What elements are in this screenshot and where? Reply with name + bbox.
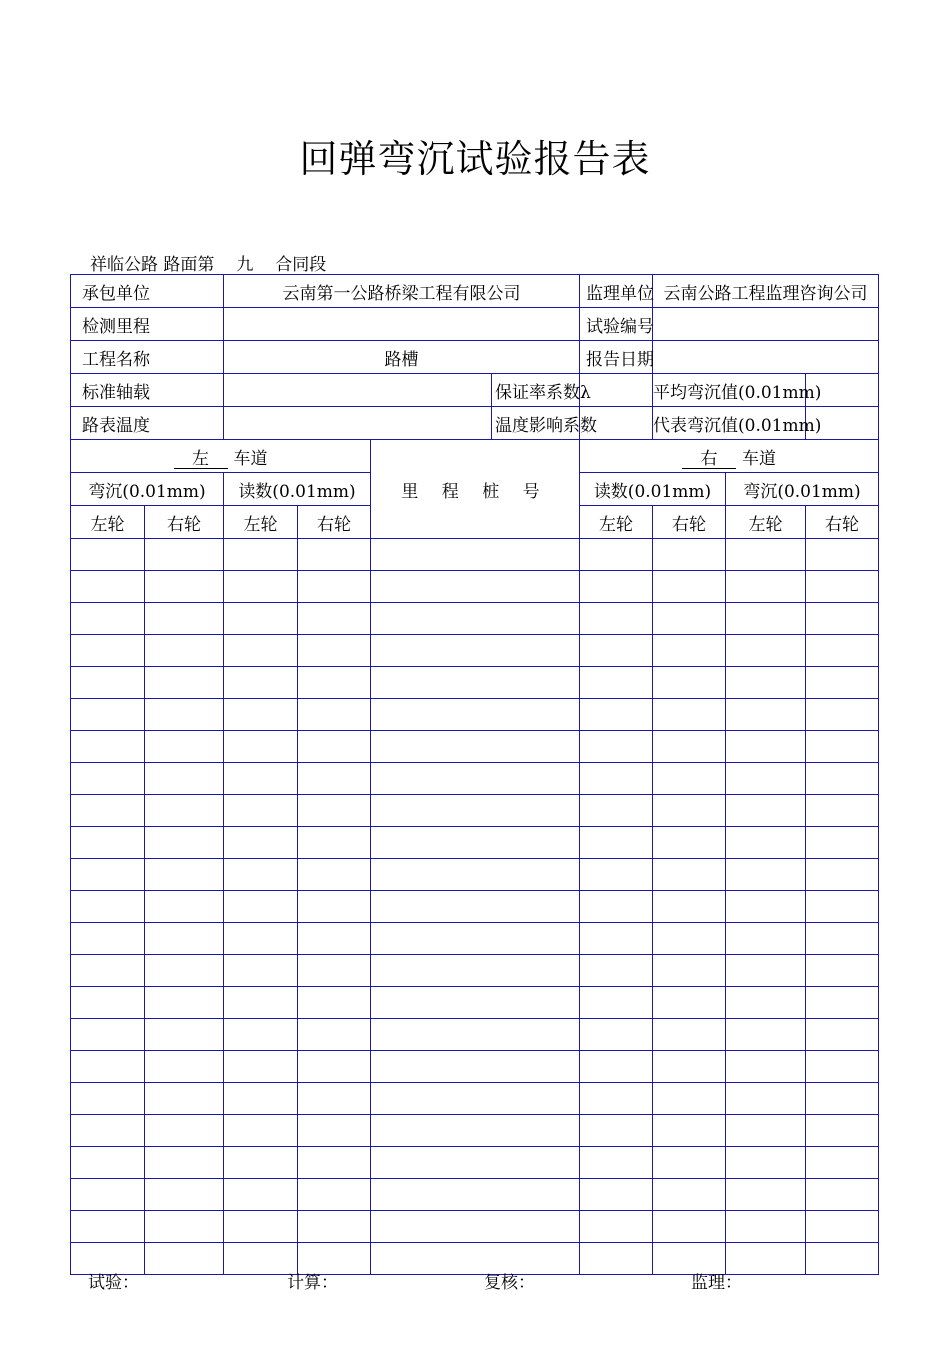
cell-right-read-right[interactable] xyxy=(653,1083,726,1115)
cell-left-defl-right[interactable] xyxy=(145,1211,224,1243)
deflection-report-table xyxy=(70,274,879,1275)
cell-left-read-left[interactable] xyxy=(224,1211,298,1243)
project-name-label: 工程名称 xyxy=(71,341,224,374)
cell-left-read-right[interactable] xyxy=(298,731,371,763)
cell-right-defl-left[interactable] xyxy=(726,827,806,859)
surface-temp-label: 路表温度 xyxy=(71,407,224,440)
cell-right-defl-left[interactable] xyxy=(726,891,806,923)
cell-right-defl-right[interactable] xyxy=(806,571,879,603)
cell-left-read-left[interactable] xyxy=(224,859,298,891)
cell-left-read-left[interactable] xyxy=(224,571,298,603)
test-no-value xyxy=(653,308,879,341)
cell-stake[interactable] xyxy=(371,859,580,891)
cell-right-defl-right[interactable] xyxy=(806,731,879,763)
cell-left-read-left[interactable] xyxy=(224,603,298,635)
cell-left-read-right[interactable] xyxy=(298,891,371,923)
cell-right-read-left[interactable] xyxy=(580,859,653,891)
cell-left-read-right[interactable] xyxy=(298,1115,371,1147)
cell-left-read-left[interactable] xyxy=(224,699,298,731)
cell-right-defl-right[interactable] xyxy=(806,827,879,859)
cell-stake[interactable] xyxy=(371,1211,580,1243)
left-deflection-left-wheel: 左轮 xyxy=(71,506,145,539)
cell-left-read-left[interactable] xyxy=(224,987,298,1019)
cell-left-defl-right[interactable] xyxy=(145,1147,224,1179)
table-row xyxy=(71,699,879,731)
table-row xyxy=(71,1115,879,1147)
cell-left-defl-right[interactable] xyxy=(145,955,224,987)
cell-right-defl-left[interactable] xyxy=(726,1179,806,1211)
cell-left-defl-right[interactable] xyxy=(145,1115,224,1147)
contractor-value: 云南第一公路桥梁工程有限公司 xyxy=(224,275,580,308)
report-date-label: 报告日期 xyxy=(580,341,653,374)
left-lane-suffix: 车道 xyxy=(233,448,268,469)
cell-left-read-right[interactable] xyxy=(298,1019,371,1051)
rep-deflection-label: 代表弯沉值(0.01mm) xyxy=(653,407,806,440)
cell-stake[interactable] xyxy=(371,1179,580,1211)
cell-stake[interactable] xyxy=(371,539,580,571)
cell-right-read-right[interactable] xyxy=(653,1051,726,1083)
cell-left-read-left[interactable] xyxy=(224,1179,298,1211)
cell-left-read-right[interactable] xyxy=(298,667,371,699)
cell-left-read-left[interactable] xyxy=(224,1051,298,1083)
left-lane-name: 左 xyxy=(174,450,228,469)
cell-right-defl-left[interactable] xyxy=(726,1147,806,1179)
cell-right-read-right[interactable] xyxy=(653,987,726,1019)
cell-left-read-right[interactable] xyxy=(298,603,371,635)
footer-test: 试验： xyxy=(88,1273,139,1293)
left-deflection-header: 弯沉(0.01mm) xyxy=(71,473,224,506)
cell-stake[interactable] xyxy=(371,955,580,987)
cell-left-defl-right[interactable] xyxy=(145,1019,224,1051)
cell-left-defl-right[interactable] xyxy=(145,731,224,763)
left-reading-left-wheel: 左轮 xyxy=(224,506,298,539)
cell-left-defl-right[interactable] xyxy=(145,635,224,667)
cell-left-defl-left[interactable] xyxy=(71,1211,145,1243)
cell-left-defl-right[interactable] xyxy=(145,571,224,603)
cell-right-read-right[interactable] xyxy=(653,891,726,923)
cell-right-read-left[interactable] xyxy=(580,1019,653,1051)
cell-stake[interactable] xyxy=(371,763,580,795)
cell-right-defl-right[interactable] xyxy=(806,795,879,827)
left-reading-right-wheel: 右轮 xyxy=(298,506,371,539)
cell-right-defl-left[interactable] xyxy=(726,539,806,571)
cell-left-read-right[interactable] xyxy=(298,795,371,827)
subtitle-suffix: 合同段 xyxy=(275,255,327,275)
cell-right-read-right[interactable] xyxy=(653,1147,726,1179)
cell-right-defl-right[interactable] xyxy=(806,1243,879,1275)
cell-right-read-left[interactable] xyxy=(580,699,653,731)
right-reading-left-wheel: 左轮 xyxy=(580,506,653,539)
cell-right-defl-right[interactable] xyxy=(806,891,879,923)
cell-left-defl-right[interactable] xyxy=(145,763,224,795)
axle-load-value xyxy=(224,374,492,407)
cell-left-defl-right[interactable] xyxy=(145,1243,224,1275)
cell-right-defl-right[interactable] xyxy=(806,859,879,891)
cell-left-read-right[interactable] xyxy=(298,635,371,667)
cell-left-read-left[interactable] xyxy=(224,1083,298,1115)
cell-left-read-right[interactable] xyxy=(298,539,371,571)
left-lane-header xyxy=(71,440,371,473)
axle-load-label: 标准轴载 xyxy=(71,374,224,407)
cell-right-defl-right[interactable] xyxy=(806,1019,879,1051)
cell-left-defl-left[interactable] xyxy=(71,635,145,667)
cell-right-read-left[interactable] xyxy=(580,667,653,699)
test-no-label: 试验编号 xyxy=(580,308,653,341)
cell-left-read-left[interactable] xyxy=(224,923,298,955)
cell-stake[interactable] xyxy=(371,603,580,635)
table-row xyxy=(71,1179,879,1211)
cell-left-read-right[interactable] xyxy=(298,1083,371,1115)
cell-left-defl-right[interactable] xyxy=(145,987,224,1019)
surface-temp-value xyxy=(224,407,492,440)
cell-left-defl-left[interactable] xyxy=(71,955,145,987)
cell-left-read-left[interactable] xyxy=(224,1115,298,1147)
cell-left-defl-right[interactable] xyxy=(145,667,224,699)
table-row xyxy=(71,731,879,763)
cell-right-read-right[interactable] xyxy=(653,1211,726,1243)
right-deflection-right-wheel: 右轮 xyxy=(806,506,879,539)
cell-left-defl-left[interactable] xyxy=(71,763,145,795)
cell-right-defl-left[interactable] xyxy=(726,795,806,827)
footer-calc: 计算： xyxy=(287,1273,338,1293)
table-row xyxy=(71,1051,879,1083)
cell-stake[interactable] xyxy=(371,667,580,699)
cell-left-defl-right[interactable] xyxy=(145,1051,224,1083)
cell-left-read-right[interactable] xyxy=(298,923,371,955)
cell-right-defl-left[interactable] xyxy=(726,1051,806,1083)
cell-stake[interactable] xyxy=(371,1051,580,1083)
cell-stake[interactable] xyxy=(371,1115,580,1147)
cell-left-read-right[interactable] xyxy=(298,827,371,859)
right-deflection-header: 弯沉(0.01mm) xyxy=(726,473,879,506)
cell-left-defl-right[interactable] xyxy=(145,1179,224,1211)
cell-stake[interactable] xyxy=(371,731,580,763)
cell-left-read-left[interactable] xyxy=(224,795,298,827)
cell-right-defl-left[interactable] xyxy=(726,1211,806,1243)
cell-right-defl-right[interactable] xyxy=(806,667,879,699)
cell-left-read-right[interactable] xyxy=(298,1179,371,1211)
right-reading-header: 读数(0.01mm) xyxy=(580,473,726,506)
cell-right-read-right[interactable] xyxy=(653,635,726,667)
cell-right-read-left[interactable] xyxy=(580,827,653,859)
cell-right-read-left[interactable] xyxy=(580,1083,653,1115)
table-row xyxy=(71,1243,879,1275)
cell-left-defl-left[interactable] xyxy=(71,539,145,571)
table-row xyxy=(71,1147,879,1179)
cell-left-read-left[interactable] xyxy=(224,1019,298,1051)
cell-left-defl-left[interactable] xyxy=(71,667,145,699)
table-row xyxy=(71,1211,879,1243)
table-row xyxy=(71,923,879,955)
cell-left-defl-left[interactable] xyxy=(71,827,145,859)
cell-left-read-left[interactable] xyxy=(224,539,298,571)
cell-right-read-right[interactable] xyxy=(653,731,726,763)
contract-section-line xyxy=(90,250,326,275)
contractor-label: 承包单位 xyxy=(71,275,224,308)
cell-left-defl-left[interactable] xyxy=(71,603,145,635)
right-reading-right-wheel: 右轮 xyxy=(653,506,726,539)
cell-left-defl-right[interactable] xyxy=(145,603,224,635)
cell-right-read-left[interactable] xyxy=(580,1179,653,1211)
cell-right-defl-left[interactable] xyxy=(726,923,806,955)
cell-right-defl-right[interactable] xyxy=(806,955,879,987)
cell-right-defl-right[interactable] xyxy=(806,1147,879,1179)
left-reading-header: 读数(0.01mm) xyxy=(224,473,371,506)
cell-left-read-right[interactable] xyxy=(298,763,371,795)
cell-stake[interactable] xyxy=(371,795,580,827)
cell-right-read-left[interactable] xyxy=(580,1147,653,1179)
cell-left-read-left[interactable] xyxy=(224,731,298,763)
cell-right-defl-left[interactable] xyxy=(726,635,806,667)
cell-right-read-left[interactable] xyxy=(580,1211,653,1243)
cell-left-read-left[interactable] xyxy=(224,667,298,699)
cell-stake[interactable] xyxy=(371,891,580,923)
cell-left-defl-right[interactable] xyxy=(145,891,224,923)
mileage-label: 检测里程 xyxy=(71,308,224,341)
cell-right-read-left[interactable] xyxy=(580,1115,653,1147)
table-row xyxy=(71,571,879,603)
cell-right-read-left[interactable] xyxy=(580,795,653,827)
right-lane-name: 右 xyxy=(682,450,736,469)
cell-right-read-left[interactable] xyxy=(580,635,653,667)
footer-review: 复核： xyxy=(484,1273,535,1293)
cell-left-read-left[interactable] xyxy=(224,955,298,987)
cell-stake[interactable] xyxy=(371,827,580,859)
cell-stake[interactable] xyxy=(371,1019,580,1051)
avg-deflection-label: 平均弯沉值(0.01mm) xyxy=(653,374,806,407)
cell-left-defl-left[interactable] xyxy=(71,699,145,731)
cell-right-read-left[interactable] xyxy=(580,539,653,571)
cell-right-read-left[interactable] xyxy=(580,1243,653,1275)
cell-right-read-right[interactable] xyxy=(653,603,726,635)
cell-right-read-right[interactable] xyxy=(653,923,726,955)
cell-right-defl-right[interactable] xyxy=(806,923,879,955)
table-row xyxy=(71,539,879,571)
table-row xyxy=(71,1019,879,1051)
cell-left-read-right[interactable] xyxy=(298,699,371,731)
table-row xyxy=(71,795,879,827)
cell-left-read-left[interactable] xyxy=(224,763,298,795)
cell-right-read-left[interactable] xyxy=(580,955,653,987)
cell-right-defl-right[interactable] xyxy=(806,987,879,1019)
cell-stake[interactable] xyxy=(371,699,580,731)
cell-left-defl-left[interactable] xyxy=(71,859,145,891)
cell-right-read-right[interactable] xyxy=(653,1179,726,1211)
cell-left-read-right[interactable] xyxy=(298,955,371,987)
cell-left-defl-left[interactable] xyxy=(71,1179,145,1211)
cell-left-defl-right[interactable] xyxy=(145,827,224,859)
cell-stake[interactable] xyxy=(371,923,580,955)
cell-right-read-right[interactable] xyxy=(653,859,726,891)
mileage-value xyxy=(224,308,580,341)
cell-left-read-right[interactable] xyxy=(298,1147,371,1179)
cell-right-defl-left[interactable] xyxy=(726,699,806,731)
footer-supervise: 监理： xyxy=(691,1273,742,1293)
cell-stake[interactable] xyxy=(371,1243,580,1275)
cell-right-defl-left[interactable] xyxy=(726,731,806,763)
cell-right-defl-right[interactable] xyxy=(806,603,879,635)
cell-stake[interactable] xyxy=(371,635,580,667)
cell-right-defl-right[interactable] xyxy=(806,635,879,667)
table-row xyxy=(71,635,879,667)
cell-right-read-right[interactable] xyxy=(653,827,726,859)
left-deflection-right-wheel: 右轮 xyxy=(145,506,224,539)
cell-right-read-left[interactable] xyxy=(580,923,653,955)
cell-right-read-right[interactable] xyxy=(653,1019,726,1051)
table-row xyxy=(71,827,879,859)
cell-left-defl-left[interactable] xyxy=(71,1051,145,1083)
cell-left-defl-right[interactable] xyxy=(145,1083,224,1115)
cell-left-defl-left[interactable] xyxy=(71,571,145,603)
cell-stake[interactable] xyxy=(371,571,580,603)
cell-right-defl-right[interactable] xyxy=(806,699,879,731)
cell-right-read-left[interactable] xyxy=(580,763,653,795)
table-row xyxy=(71,603,879,635)
cell-left-defl-left[interactable] xyxy=(71,987,145,1019)
cell-left-read-left[interactable] xyxy=(224,891,298,923)
cell-left-defl-left[interactable] xyxy=(71,795,145,827)
cell-right-defl-left[interactable] xyxy=(726,859,806,891)
project-name-value: 路槽 xyxy=(224,341,580,374)
cell-left-read-left[interactable] xyxy=(224,827,298,859)
cell-right-read-right[interactable] xyxy=(653,539,726,571)
cell-right-read-left[interactable] xyxy=(580,571,653,603)
cell-right-defl-right[interactable] xyxy=(806,1083,879,1115)
cell-right-defl-left[interactable] xyxy=(726,1019,806,1051)
cell-left-read-left[interactable] xyxy=(224,1147,298,1179)
cell-left-defl-left[interactable] xyxy=(71,1019,145,1051)
cell-stake[interactable] xyxy=(371,1147,580,1179)
cell-right-defl-right[interactable] xyxy=(806,1211,879,1243)
supervisor-value: 云南公路工程监理咨询公司 xyxy=(653,275,879,308)
cell-right-defl-left[interactable] xyxy=(726,603,806,635)
cell-left-read-right[interactable] xyxy=(298,571,371,603)
cell-left-defl-left[interactable] xyxy=(71,731,145,763)
right-lane-suffix: 车道 xyxy=(742,448,776,469)
cell-right-read-right[interactable] xyxy=(653,699,726,731)
cell-right-read-left[interactable] xyxy=(580,603,653,635)
cell-right-defl-right[interactable] xyxy=(806,1115,879,1147)
cell-left-defl-left[interactable] xyxy=(71,1083,145,1115)
cell-left-defl-left[interactable] xyxy=(71,923,145,955)
table-row xyxy=(71,859,879,891)
cell-left-defl-right[interactable] xyxy=(145,699,224,731)
cell-left-defl-right[interactable] xyxy=(145,923,224,955)
cell-left-read-right[interactable] xyxy=(298,1051,371,1083)
subtitle-prefix: 祥临公路 路面第 xyxy=(90,255,215,275)
table-row xyxy=(71,1083,879,1115)
cell-right-read-right[interactable] xyxy=(653,667,726,699)
table-row xyxy=(71,763,879,795)
cell-left-read-right[interactable] xyxy=(298,987,371,1019)
cell-right-read-left[interactable] xyxy=(580,987,653,1019)
stake-number-header: 里 程 桩 号 xyxy=(371,440,580,539)
temp-coef-label: 温度影响系数 xyxy=(492,407,580,440)
cell-right-read-left[interactable] xyxy=(580,1051,653,1083)
cell-right-read-right[interactable] xyxy=(653,1115,726,1147)
cell-right-defl-left[interactable] xyxy=(726,1115,806,1147)
cell-left-read-left[interactable] xyxy=(224,635,298,667)
report-date-value xyxy=(653,341,879,374)
table-row xyxy=(71,891,879,923)
report-title: 回弹弯沉试验报告表 xyxy=(299,137,651,181)
cell-right-read-right[interactable] xyxy=(653,795,726,827)
cell-left-defl-right[interactable] xyxy=(145,539,224,571)
right-deflection-left-wheel: 左轮 xyxy=(726,506,806,539)
supervisor-label: 监理单位 xyxy=(580,275,653,308)
cell-left-defl-left[interactable] xyxy=(71,891,145,923)
section-number: 九 xyxy=(222,256,268,275)
cell-right-read-left[interactable] xyxy=(580,731,653,763)
cell-right-defl-left[interactable] xyxy=(726,987,806,1019)
cell-right-defl-left[interactable] xyxy=(726,763,806,795)
cell-left-defl-left[interactable] xyxy=(71,1147,145,1179)
cell-right-defl-right[interactable] xyxy=(806,1051,879,1083)
cell-right-read-right[interactable] xyxy=(653,763,726,795)
cell-left-defl-right[interactable] xyxy=(145,859,224,891)
cell-right-defl-left[interactable] xyxy=(726,667,806,699)
cell-right-defl-right[interactable] xyxy=(806,1179,879,1211)
cell-right-defl-left[interactable] xyxy=(726,1083,806,1115)
guarantee-coef-label: 保证率系数λ xyxy=(492,374,580,407)
cell-right-read-right[interactable] xyxy=(653,571,726,603)
right-lane-header xyxy=(580,440,879,473)
cell-stake[interactable] xyxy=(371,987,580,1019)
cell-right-defl-right[interactable] xyxy=(806,539,879,571)
cell-left-read-right[interactable] xyxy=(298,859,371,891)
cell-right-read-right[interactable] xyxy=(653,955,726,987)
cell-stake[interactable] xyxy=(371,1083,580,1115)
cell-right-defl-left[interactable] xyxy=(726,955,806,987)
cell-right-defl-right[interactable] xyxy=(806,763,879,795)
table-row xyxy=(71,955,879,987)
table-row xyxy=(71,987,879,1019)
table-row xyxy=(71,667,879,699)
cell-right-defl-left[interactable] xyxy=(726,571,806,603)
cell-left-read-right[interactable] xyxy=(298,1211,371,1243)
cell-left-defl-left[interactable] xyxy=(71,1115,145,1147)
cell-right-read-left[interactable] xyxy=(580,891,653,923)
cell-left-defl-right[interactable] xyxy=(145,795,224,827)
